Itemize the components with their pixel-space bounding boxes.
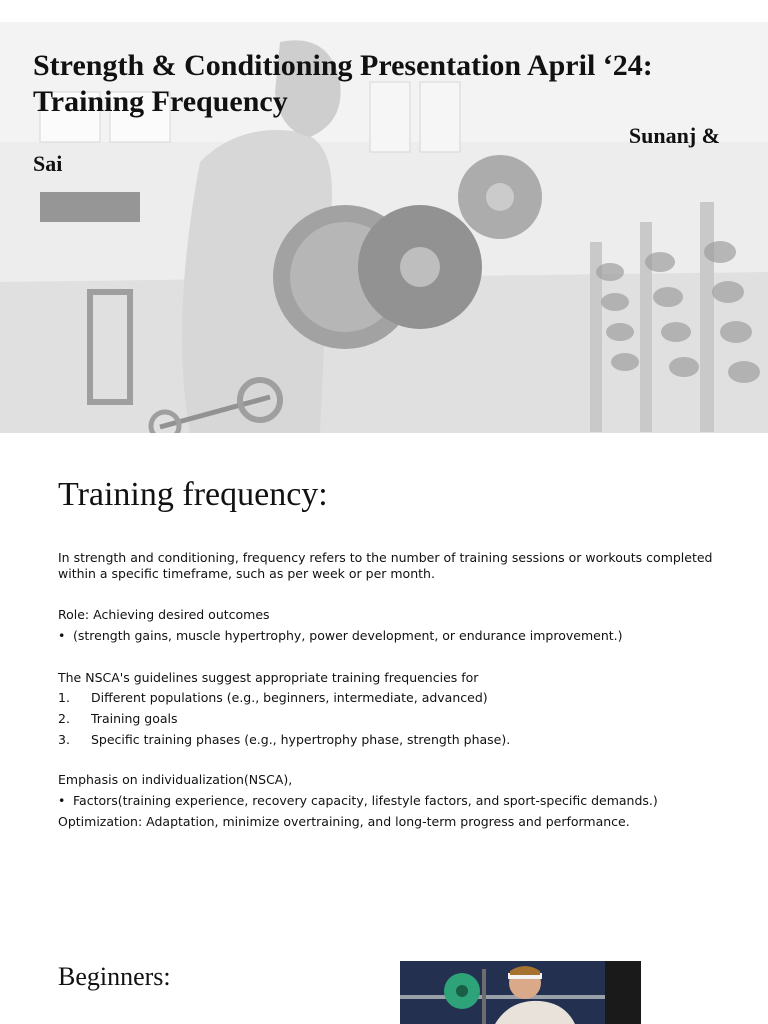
section-heading-beginners: Beginners: xyxy=(58,962,171,991)
role-label: Role: Achieving desired outcomes xyxy=(58,607,270,622)
authors-line-2: Sai xyxy=(33,151,63,176)
emphasis-line: Emphasis on individualization(NSCA), xyxy=(58,772,293,787)
nsca-list-item xyxy=(58,690,488,706)
role-bullet-text: (strength gains, muscle hypertrophy, power development, or endurance improvement.) xyxy=(73,628,623,643)
list-number: 1. xyxy=(58,690,70,705)
presentation-title xyxy=(33,48,733,120)
nsca-intro: The NSCA's guidelines suggest appropriate training frequencies for xyxy=(58,670,479,685)
list-number: 2. xyxy=(58,711,70,726)
bullet-icon: • xyxy=(58,628,66,643)
factors-bullet-item xyxy=(58,793,658,809)
list-item-text: Training goals xyxy=(91,711,178,726)
role-bullet-item xyxy=(58,628,623,644)
list-number: 3. xyxy=(58,732,70,747)
title-slide-background-image xyxy=(0,22,768,433)
nsca-list-item xyxy=(58,711,178,727)
authors-line-1: Sunanj & xyxy=(628,123,720,148)
list-item-text: Different populations (e.g., beginners, intermediate, advanced) xyxy=(91,690,488,705)
list-item-text: Specific training phases (e.g., hypertrophy phase, strength phase). xyxy=(91,732,511,747)
definition-paragraph: In strength and conditioning, frequency refers to the number of training sessions or workouts completed within a specific timeframe, such as per week or per month. xyxy=(58,550,713,581)
title-line-1: Strength & Conditioning Presentation April ‘24: xyxy=(33,49,653,82)
title-line-2: Training Frequency xyxy=(33,85,288,118)
bullet-icon: • xyxy=(58,793,66,808)
barbell-lifter-photo-icon xyxy=(400,961,641,1024)
factors-bullet-text: Factors(training experience, recovery capacity, lifestyle factors, and sport-specific demands.) xyxy=(73,793,658,808)
nsca-list-item xyxy=(58,732,510,748)
section-heading-training-frequency: Training frequency: xyxy=(58,476,328,513)
beginners-photo xyxy=(400,961,641,1024)
optimization-line: Optimization: Adaptation, minimize overtraining, and long-term progress and performance. xyxy=(58,814,630,829)
